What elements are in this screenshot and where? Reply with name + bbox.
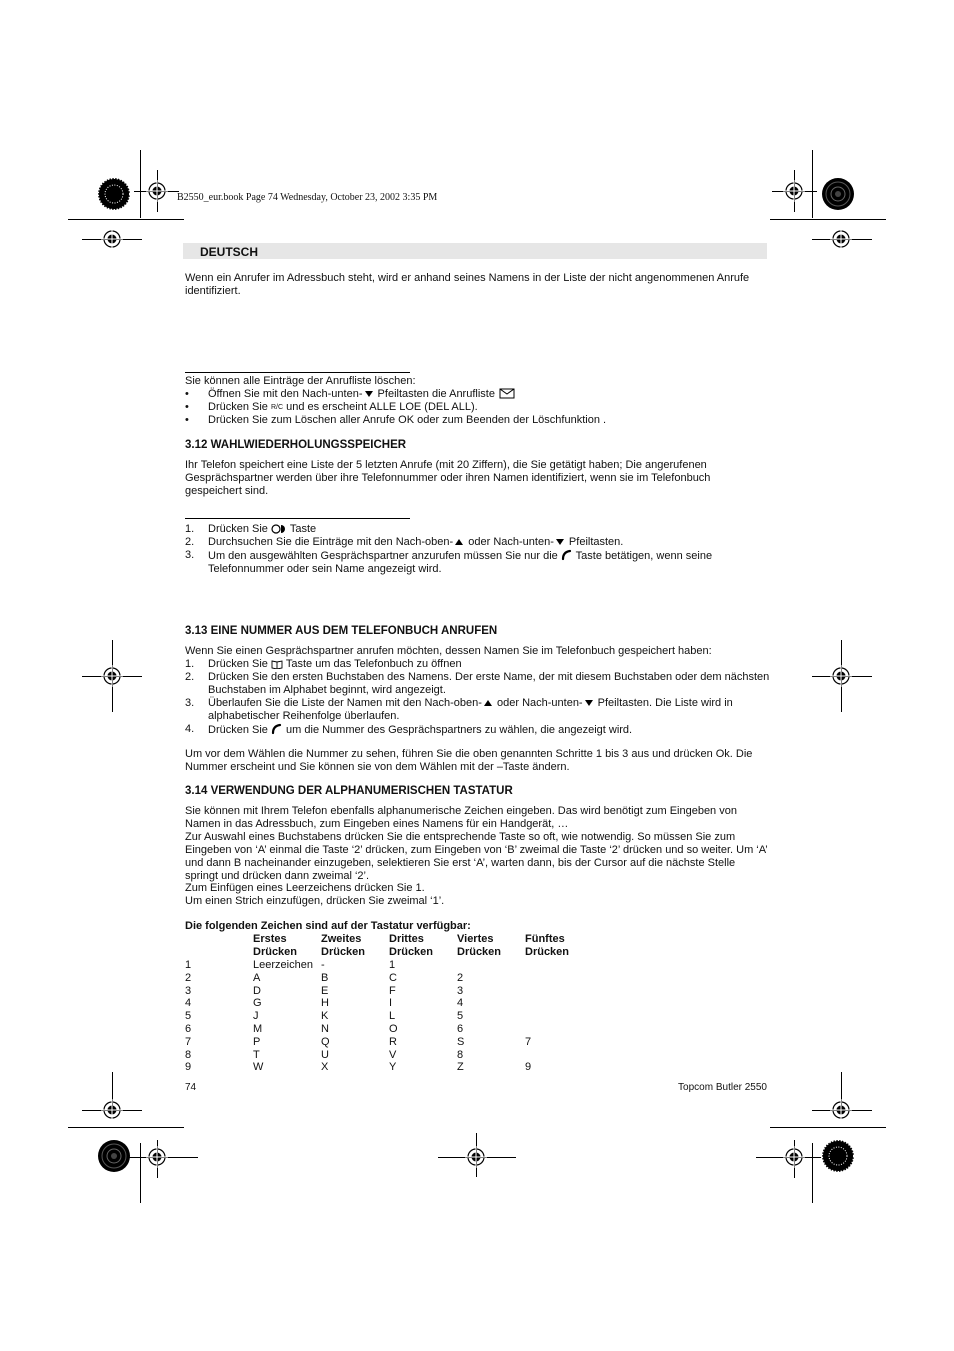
table-cell: 4 xyxy=(457,997,464,1010)
triangle-up-icon xyxy=(453,537,465,547)
product-name: Topcom Butler 2550 xyxy=(678,1082,767,1093)
page-number: 74 xyxy=(185,1082,197,1093)
redial-icon xyxy=(271,524,287,534)
registration-mark-icon xyxy=(101,1099,123,1121)
section-title-3-13: 3.13 EINE NUMMER AUS DEM TELEFONBUCH ANRUFEN xyxy=(185,625,498,637)
registration-mark-icon xyxy=(465,1146,487,1168)
table-key-cell: 8 xyxy=(185,1048,192,1061)
table-cell: 9 xyxy=(525,1061,532,1074)
section-3-14-para: Zur Auswahl eines Buchstabens drücken Sie die entsprechende Taste so oft, wie notwendig. So müssen Sie zum Eingeben von ‘A’ einmal die Taste ‘2’ drücken, zum Eingeben von ‘B’ zweimal die Taste ‘2’ drücken und so weiter. Um ‘A’ und dann B nacheinander einzugeben, selektieren Sie erst ‘A’, warten dann, bis der Cursor auf die nächste Stelle springt und drücken dann zweimal ‘2’. xyxy=(185,831,768,882)
table-cell: J xyxy=(253,1010,259,1023)
table-cell: I xyxy=(389,997,393,1010)
table-cell: H xyxy=(321,997,329,1010)
table-key-cell: 5 xyxy=(185,1010,192,1023)
table-cell: S xyxy=(457,1035,465,1048)
table-cell: E xyxy=(321,984,329,997)
section-3-14-para: Sie können mit Ihrem Telefon ebenfalls alphanumerische Zeichen eingeben. Das wird benötigt zum Eingeben von Namen in das Adressbuch, zum Eingeben eines Namens für ein Handgerät, … xyxy=(185,805,737,830)
delete-lead: Sie können alle Einträge der Anrufliste löschen: xyxy=(185,375,416,387)
registration-mark-icon xyxy=(783,1146,805,1168)
language-header: DEUTSCH xyxy=(200,245,259,259)
table-cell: Q xyxy=(321,1035,330,1048)
table-cell: 5 xyxy=(457,1010,464,1023)
table-key-cell: 7 xyxy=(185,1035,192,1048)
column-header: Drittes Drücken xyxy=(389,933,434,958)
table-key-cell: 6 xyxy=(185,1023,192,1035)
color-bar-rosette-icon xyxy=(97,177,131,211)
table-cell: D xyxy=(253,984,261,997)
table-cell: B xyxy=(321,971,329,984)
section-title-3-14: 3.14 VERWENDUNG DER ALPHANUMERISCHEN TASTATUR xyxy=(185,785,513,797)
table-cell: N xyxy=(321,1023,329,1035)
color-bar-rosette-icon xyxy=(821,1139,855,1173)
registration-mark-icon xyxy=(830,1099,852,1121)
intro-paragraph: Wenn ein Anrufer im Adressbuch steht, wird er anhand seines Namens in der Liste der nicht angenommenen Anrufe identifiziert. xyxy=(185,272,750,297)
registration-mark-icon xyxy=(146,1146,168,1168)
section-rule xyxy=(185,372,410,373)
section-3-14-para: Um einen Strich einzufügen, drücken Sie zweimal ‘1’. xyxy=(185,895,445,907)
redial-key-icon: R/C xyxy=(270,404,284,411)
column-header: Fünftes Drücken xyxy=(525,933,570,958)
table-cell: - xyxy=(321,959,325,971)
triangle-down-icon xyxy=(583,698,595,708)
table-cell: G xyxy=(253,997,262,1010)
table-cell: 7 xyxy=(525,1035,532,1048)
table-cell: 3 xyxy=(457,984,464,997)
registration-mark-icon xyxy=(830,228,852,250)
registration-mark-icon xyxy=(830,665,852,687)
column-header: Zweites Drücken xyxy=(321,933,366,958)
table-cell: V xyxy=(389,1048,397,1061)
table-cell: 8 xyxy=(457,1048,464,1061)
envelope-icon xyxy=(499,388,515,399)
handset-icon xyxy=(561,549,573,561)
table-cell: C xyxy=(389,971,397,984)
section-rule xyxy=(185,518,410,519)
table-cell: T xyxy=(253,1048,260,1061)
section-title-3-12: 3.12 WAHLWIEDERHOLUNGSSPEICHER xyxy=(185,439,407,451)
book-info-line: B2550_eur.book Page 74 Wednesday, October 23, 2002 3:35 PM xyxy=(177,192,438,203)
table-cell: Y xyxy=(389,1061,397,1074)
section-3-14-para: Zum Einfügen eines Leerzeichens drücken Sie 1. xyxy=(185,882,425,894)
registration-mark-icon xyxy=(101,228,123,250)
table-cell: X xyxy=(321,1061,329,1074)
table-cell: F xyxy=(389,984,396,997)
table-key-cell: 2 xyxy=(185,971,192,984)
table-caption: Die folgenden Zeichen sind auf der Tastatur verfügbar: xyxy=(185,920,471,932)
table-cell: 1 xyxy=(389,959,396,971)
table-key-cell: 3 xyxy=(185,984,192,997)
table-key-cell: 1 xyxy=(185,959,192,971)
column-header: Viertes Drücken xyxy=(457,933,502,958)
color-bar-rosette-icon xyxy=(97,1139,131,1173)
triangle-down-icon xyxy=(554,537,566,547)
handset-icon xyxy=(271,723,283,735)
color-bar-rosette-icon xyxy=(821,177,855,211)
table-cell: W xyxy=(253,1061,264,1074)
table-key-cell: 9 xyxy=(185,1061,192,1074)
table-cell: Leerzeichen xyxy=(253,959,313,971)
registration-mark-icon xyxy=(146,180,168,202)
table-cell: Z xyxy=(457,1061,464,1074)
table-cell: 6 xyxy=(457,1023,464,1035)
language-header-band xyxy=(183,243,767,259)
triangle-up-icon xyxy=(482,698,494,708)
section-3-12-body: Ihr Telefon speichert eine Liste der 5 letzten Anrufe (mit 20 Ziffern), die Sie getätigt haben; Die angerufenen Gesprächspartner werden über ihre Telefonnummer oder ihren Namen identifiziert, wenn sie im Telefonbuch gespeichert sind. xyxy=(185,459,711,497)
table-cell: U xyxy=(321,1048,329,1061)
table-cell: R xyxy=(389,1035,397,1048)
section-3-13-lead: Wenn Sie einen Gesprächspartner anrufen möchten, dessen Namen Sie im Telefonbuch gespeichert haben: xyxy=(185,645,712,657)
table-cell: P xyxy=(253,1035,261,1048)
table-cell: A xyxy=(253,971,261,984)
table-key-cell: 4 xyxy=(185,997,192,1010)
table-cell: O xyxy=(389,1023,398,1035)
table-cell: 2 xyxy=(457,971,464,984)
phonebook-icon xyxy=(271,659,283,669)
table-cell: K xyxy=(321,1010,329,1023)
table-cell: L xyxy=(389,1010,396,1023)
triangle-down-icon xyxy=(363,389,375,399)
registration-mark-icon xyxy=(783,180,805,202)
column-header: Erstes Drücken xyxy=(253,933,298,958)
registration-mark-icon xyxy=(101,665,123,687)
table-cell: M xyxy=(253,1023,263,1035)
section-3-13-note: Um vor dem Wählen die Nummer zu sehen, führen Sie die oben genannten Schritte 1 bis 3 aus und drücken Ok. Die Nummer erscheint und Sie können sie von dem Wählen mit der –Taste ändern. xyxy=(185,748,753,773)
